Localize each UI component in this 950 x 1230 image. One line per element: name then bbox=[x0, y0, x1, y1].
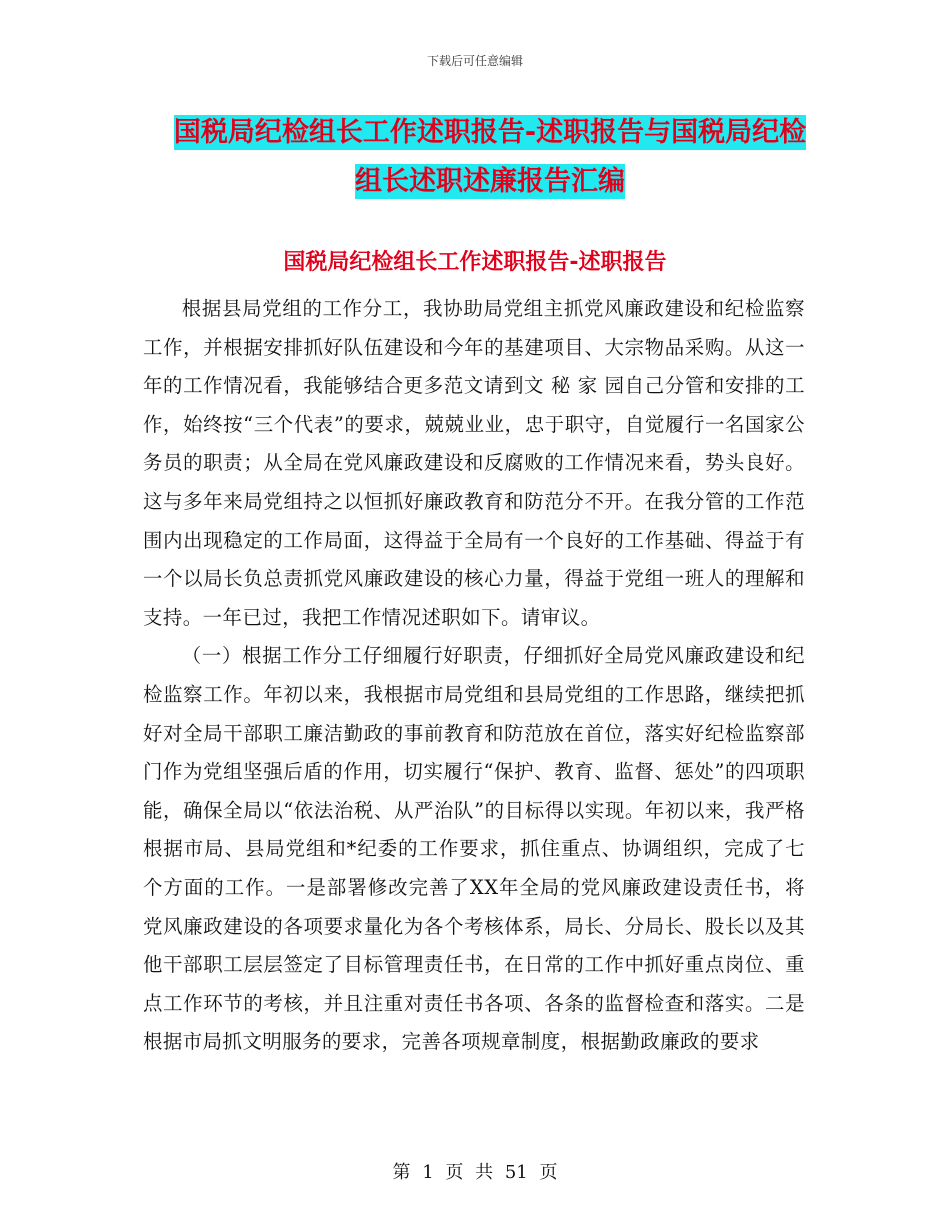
header-note: 下载后可任意编辑 bbox=[426, 54, 523, 68]
document-title-line-2: 组长述职述廉报告汇编 bbox=[355, 166, 625, 197]
paragraph: （一）根据工作分工仔细履行好职责，仔细抓好全局党风廉政建设和纪检监察工作。年初以来，我根据市局党组和县局党组的工作思路，继续把抓好对全局干部职工廉洁勤政的事前教育和防范放在首位，落实好纪检监察部门作为党组坚强后盾的作用，切实履行“保护、教育、监督、惩处”的四项职能，确保全局以“依法治税、从严治队”的目标得以实现。年初以来，我严格根据市局、县局党组和*纪委的工作要求，抓住重点、协调组织，完成了七个方面的工作。一是部署修改完善了XX年全局的党风廉政建设责任书，将党风廉政建设的各项要求量化为各个考核体系，局长、分局长、股长以及其他干部职工层层签定了目标管理责任书，在日常的工作中抓好重点岗位、重点工作环节的考核，并且注重对责任书各项、各条的监督检查和落实。二是根据市局抓文明服务的要求，完善各项规章制度，根据勤政廉政的要求 bbox=[143, 644, 805, 1054]
page-footer: 第 1 页 共 51 页 bbox=[392, 1162, 558, 1183]
body-text bbox=[143, 290, 805, 1062]
paragraph: 根据县局党组的工作分工，我协助局党组主抓党风廉政建设和纪检监察工作，并根据安排抓好队伍建设和今年的基建项目、大宗物品采购。从这一年的工作情况看，我能够结合更多范文请到文 秘 家 园自己分管和安排的工作，始终按“三个代表”的要求，兢兢业业，忠于职守，自觉履行一名国家公务员的职责；从全局在党风廉政建设和反腐败的工作情况来看，势头良好。这与多年来局党组持之以恒抓好廉政教育和防范分不开。在我分管的工作范围内出现稳定的工作局面，这得益于全局有一个良好的工作基础、得益于有一个以局长负总责抓党风廉政建设的核心力量，得益于党组一班人的理解和支持。一年已过，我把工作情况述职如下。请审议。 bbox=[143, 297, 805, 629]
section-title: 国税局纪检组长工作述职报告-述职报告 bbox=[283, 250, 667, 275]
document-title bbox=[140, 108, 840, 206]
document-title-line-1: 国税局纪检组长工作述职报告-述职报告与国税局纪检 bbox=[173, 117, 807, 148]
